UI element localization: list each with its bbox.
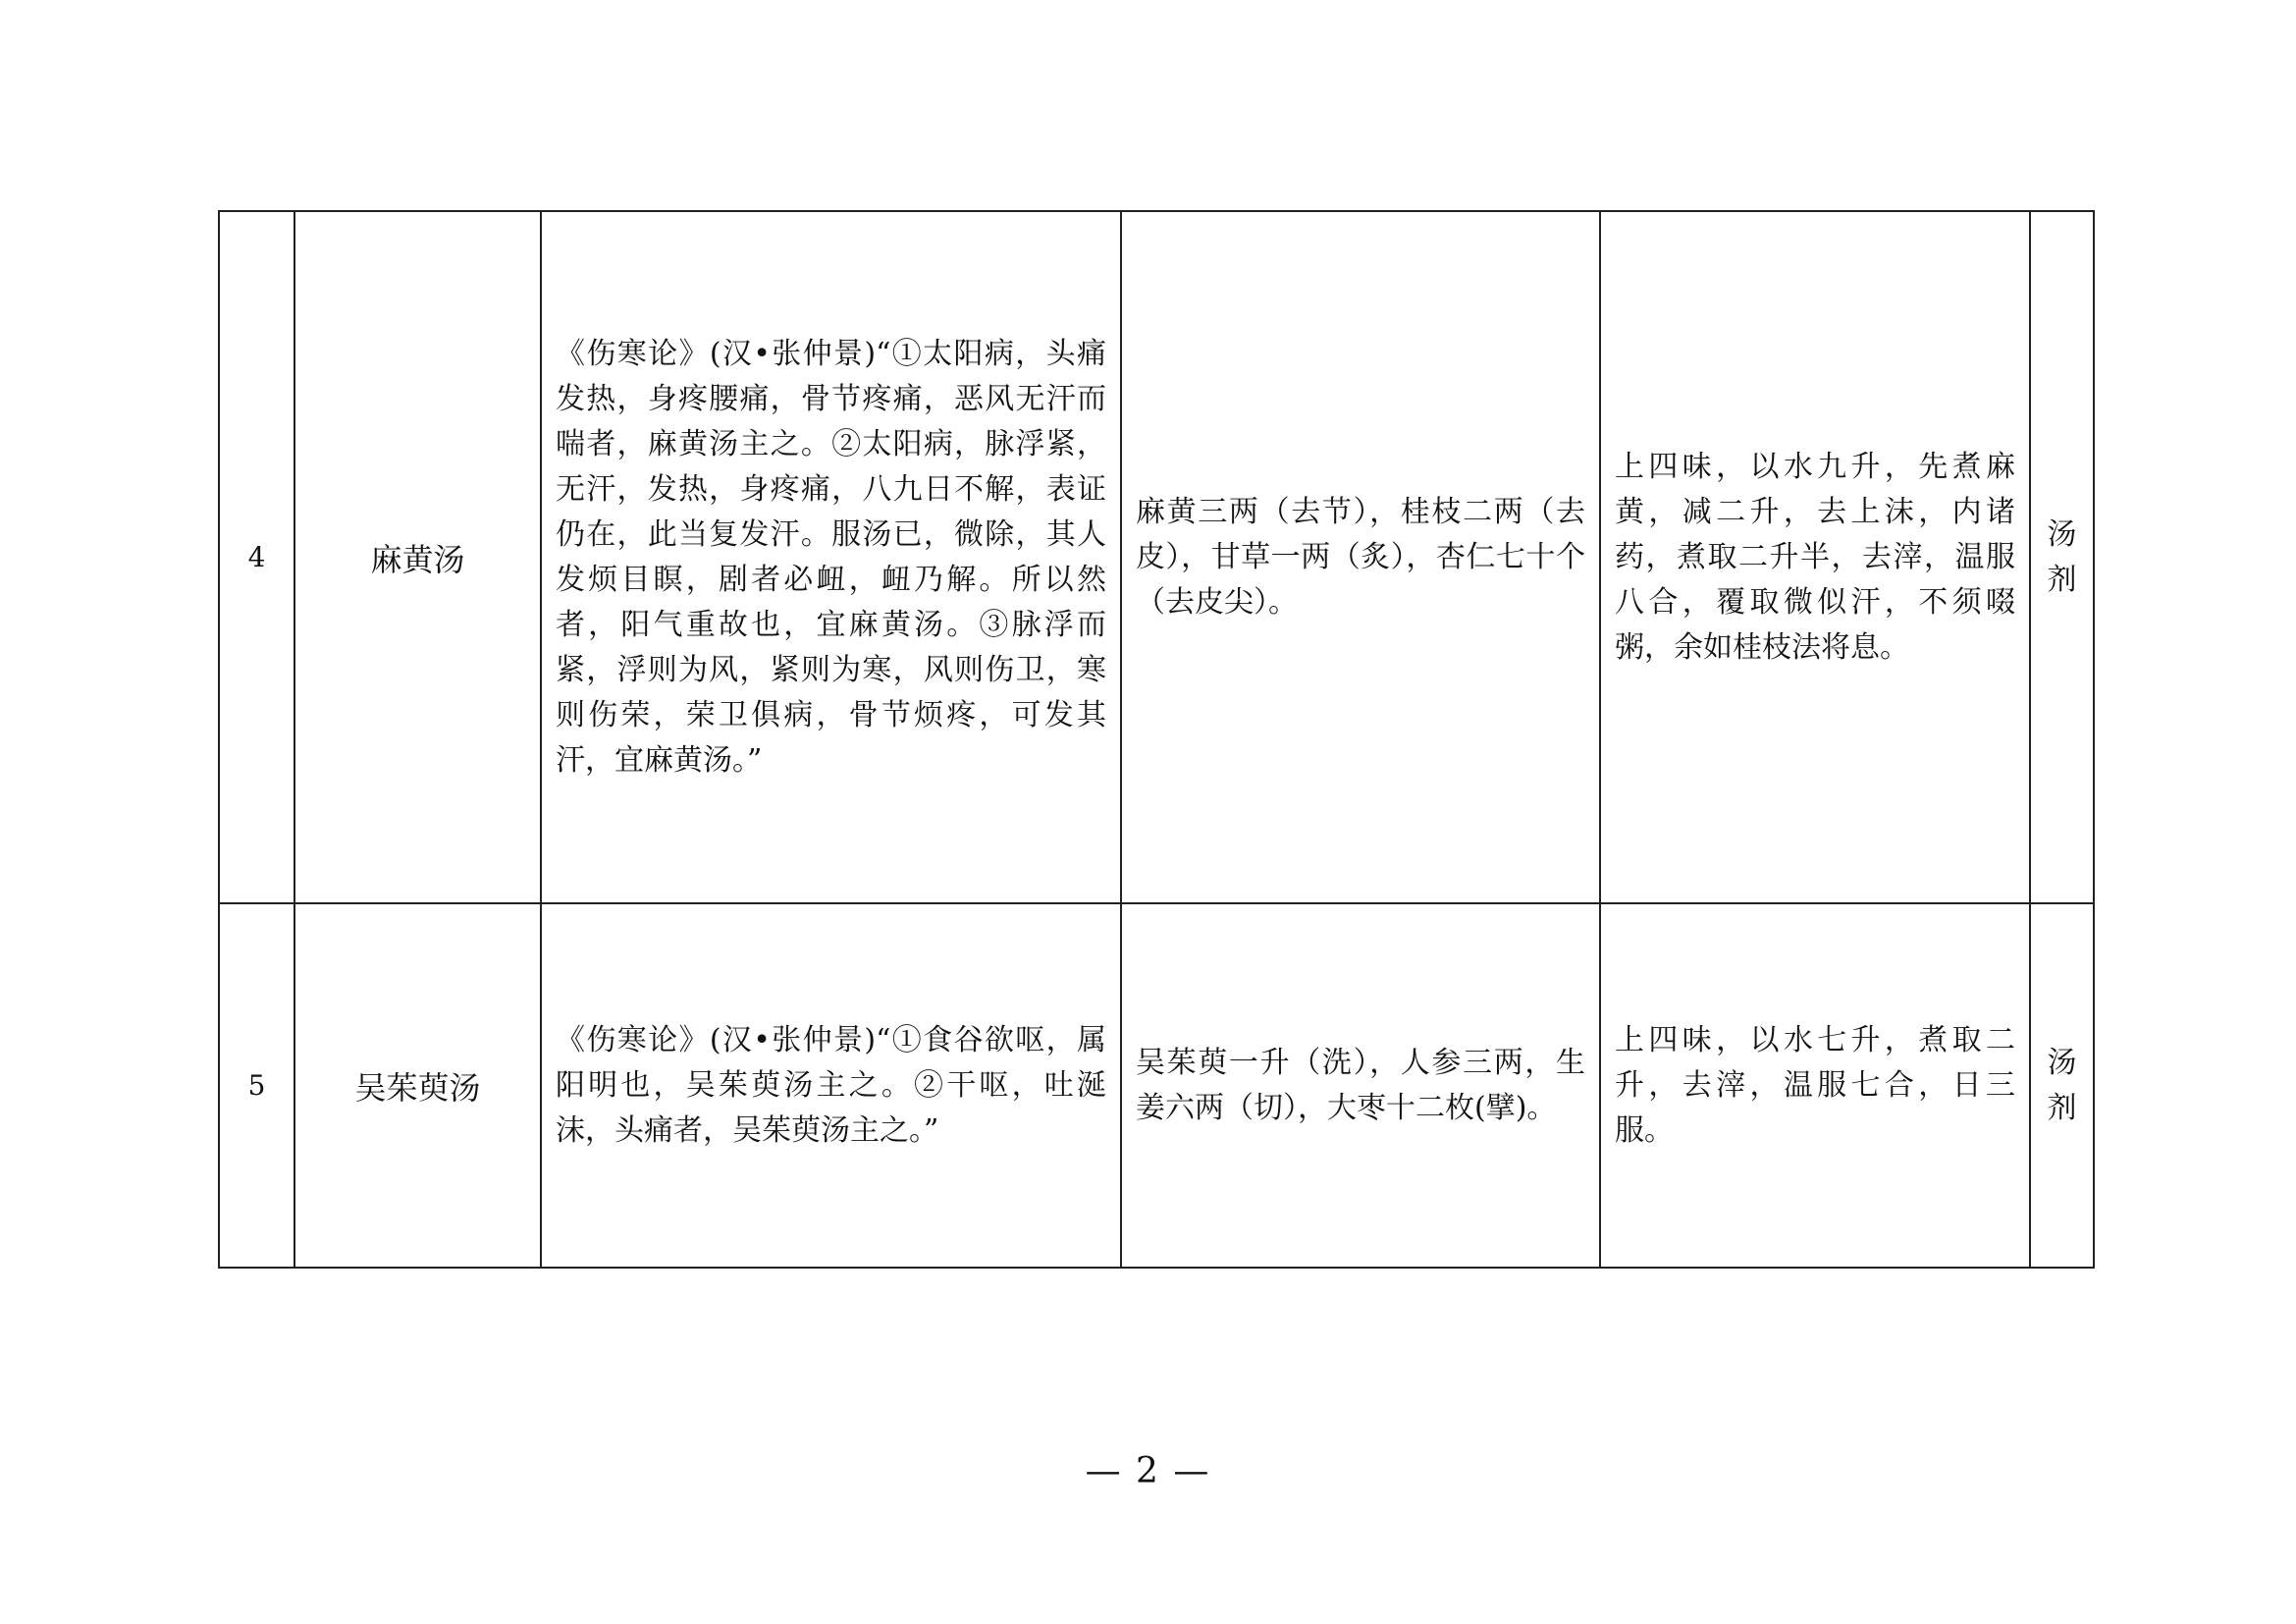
dosage-form: 汤剂 <box>2047 1045 2077 1125</box>
row-number: 4 <box>247 541 266 573</box>
table-row <box>219 903 2094 1268</box>
composition-text: 麻黄三两（去节），桂枝二两（去皮），甘草一两（炙），杏仁七十个（去皮尖）。 <box>1136 494 1585 620</box>
preparation-text: 上四味，以水七升，煮取二升，去滓，温服七合，日三服。 <box>1615 1022 2015 1148</box>
source-cell <box>541 903 1121 1268</box>
preparation-cell <box>1600 211 2030 903</box>
row-number: 5 <box>247 1069 266 1102</box>
table-row <box>219 211 2094 903</box>
prescription-table <box>218 210 2095 1269</box>
composition-text: 吴茱萸一升（洗），人参三两，生姜六两（切），大枣十二枚(擘)。 <box>1136 1045 1585 1125</box>
composition-cell <box>1121 903 1600 1268</box>
row-number-cell <box>219 903 294 1268</box>
formula-name: 麻黄汤 <box>370 540 465 578</box>
source-cell <box>541 211 1121 903</box>
dosage-form-cell <box>2030 211 2094 903</box>
formula-name-cell <box>294 211 541 903</box>
dosage-form-cell <box>2030 903 2094 1268</box>
source-text: 《伤寒论》(汉•张仲景)“①太阳病，头痛发热，身疼腰痛，骨节疼痛，恶风无汗而喘者，麻黄汤主之。②太阳病，脉浮紧，无汗，发热，身疼痛，八九日不解，表证仍在，此当复发汗。服汤已，微除，其人发烦目瞑，剧者必衄，衄乃解。所以然者，阳气重故也，宜麻黄汤。③脉浮而紧，浮则为风，紧则为寒，风则伤卫，寒则伤荣，荣卫俱病，骨节烦疼，可发其汗，宜麻黄汤。” <box>556 336 1106 778</box>
preparation-cell <box>1600 903 2030 1268</box>
composition-cell <box>1121 211 1600 903</box>
formula-name-cell <box>294 903 541 1268</box>
formula-name: 吴茱萸汤 <box>354 1068 481 1107</box>
row-number-cell <box>219 211 294 903</box>
preparation-text: 上四味，以水九升，先煮麻黄，减二升，去上沫，内诸药，煮取二升半，去滓，温服八合，覆取微似汗，不须啜粥，余如桂枝法将息。 <box>1615 449 2015 665</box>
source-text: 《伤寒论》(汉•张仲景)“①食谷欲呕，属阳明也，吴茱萸汤主之。②干呕，吐涎沫，头痛者，吴茱萸汤主之。” <box>556 1022 1106 1148</box>
page-number: — 2 — <box>1085 1451 1211 1491</box>
dosage-form: 汤剂 <box>2047 516 2077 597</box>
